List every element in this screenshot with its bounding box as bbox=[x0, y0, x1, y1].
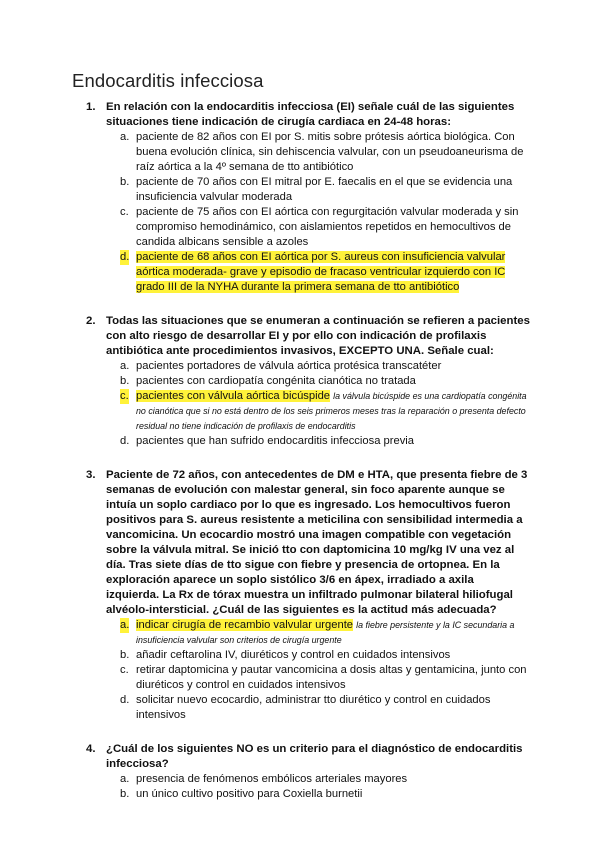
option-d bbox=[106, 693, 530, 723]
highlighted-answer: paciente de 68 años con EI aórtica por S. aureus con insuficiencia valvular aórtica moderada- grave y episodio de fracaso ventricular izquierdo con IC grado III de la NYHA durante la primera semana de tto antibiótico bbox=[136, 251, 506, 293]
option-b bbox=[106, 648, 530, 663]
option-label: d. bbox=[120, 435, 130, 447]
option-label: c. bbox=[120, 206, 129, 218]
option-a bbox=[106, 772, 530, 787]
option-a bbox=[106, 359, 530, 374]
question-number: 4. bbox=[86, 743, 96, 755]
option-label: b. bbox=[120, 375, 130, 387]
option-a bbox=[106, 130, 530, 175]
option-b bbox=[106, 175, 530, 205]
highlighted-answer: pacientes con válvula aórtica bicúspide bbox=[136, 390, 331, 402]
option-list bbox=[106, 130, 530, 295]
option-text: pacientes que han sufrido endocarditis infecciosa previa bbox=[136, 435, 414, 447]
option-c-correct bbox=[106, 389, 530, 434]
question-2 bbox=[72, 314, 530, 449]
option-text: pacientes portadores de válvula aórtica protésica transcatéter bbox=[136, 360, 442, 372]
question-3 bbox=[72, 468, 530, 723]
option-label: a. bbox=[120, 773, 130, 785]
option-label: b. bbox=[120, 176, 130, 188]
option-label: c. bbox=[120, 390, 129, 402]
option-text: un único cultivo positivo para Coxiella burnetii bbox=[136, 788, 363, 800]
question-text: Todas las situaciones que se enumeran a continuación se refieren a pacientes con alto riesgo de desarrollar EI y por ello con indicación de profilaxis antibiótica ante procedimientos invasivos, EXCEPTO UNA. Señale cual: bbox=[106, 315, 530, 357]
document-title: Endocarditis infecciosa bbox=[72, 70, 264, 91]
option-text: paciente de 82 años con EI por S. mitis sobre prótesis aórtica biológica. Con buena evolución clínica, sin dehiscencia valvular, con un pseudoaneurisma de raíz aórtica a la 4º semana de tto antibiótico bbox=[136, 131, 524, 173]
question-text: En relación con la endocarditis infecciosa (EI) señale cuál de las siguientes situaciones tiene indicación de cirugía cardiaca en 24-48 horas: bbox=[106, 101, 515, 128]
option-label: a. bbox=[120, 131, 130, 143]
option-list bbox=[106, 772, 530, 802]
option-text: presencia de fenómenos embólicos arteriales mayores bbox=[136, 773, 408, 785]
option-label: a. bbox=[120, 619, 130, 631]
explanation-note: la fiebre persistente y la IC secundaria a insuficiencia valvular son criterios de cirugía urgente bbox=[136, 620, 515, 645]
option-list bbox=[106, 618, 530, 723]
option-text: añadir ceftarolina IV, diuréticos y control en cuidados intensivos bbox=[136, 649, 451, 661]
option-label: b. bbox=[120, 788, 130, 800]
option-text: paciente de 70 años con EI mitral por E. faecalis en el que se evidencia una insuficiencia valvular moderada bbox=[136, 176, 513, 203]
option-text: pacientes con cardiopatía congénita cianótica no tratada bbox=[136, 375, 416, 387]
option-c bbox=[106, 663, 530, 693]
option-d-correct bbox=[106, 250, 530, 295]
question-number: 2. bbox=[86, 315, 96, 327]
option-label: b. bbox=[120, 649, 130, 661]
option-label: c. bbox=[120, 664, 129, 676]
option-text: retirar daptomicina y pautar vancomicina a dosis altas y gentamicina, junto con diuréticos y control en cuidados intensivos bbox=[136, 664, 527, 691]
option-a-correct bbox=[106, 618, 530, 648]
question-text: Paciente de 72 años, con antecedentes de DM e HTA, que presenta fiebre de 3 semanas de evolución con malestar general, sin foco aparente aunque se intuía un soplo cardiaco por lo que es ingresado. Los hemocultivos fueron positivos para S. aureus resistente a meticilina con sensibilidad intermedia a vancomicina. Un ecocardio mostró una imagen compatible con vegetación sobre la válvula mitral. Se inició tto con daptomicina 10 mg/kg IV una vez al día. Tras siete días de tto sigue con fiebre y presencia de ortopnea. En la exploración aparece un soplo sistólico 3/6 en ápex, irradiado a axila izquierda. La Rx de tórax muestra un infiltrado pulmonar bilateral hiliofugal alvéolo-intersticial. ¿Cuál de las siguientes es la actitud más adecuada? bbox=[106, 469, 528, 616]
highlighted-answer: indicar cirugía de recambio valvular urgente bbox=[136, 619, 354, 631]
question-list bbox=[72, 100, 530, 802]
option-label: d. bbox=[120, 251, 130, 263]
question-1 bbox=[72, 100, 530, 295]
option-label: a. bbox=[120, 360, 130, 372]
question-text: ¿Cuál de los siguientes NO es un criterio para el diagnóstico de endocarditis infecciosa? bbox=[106, 743, 523, 770]
question-number: 1. bbox=[86, 101, 96, 113]
question-number: 3. bbox=[86, 469, 96, 481]
option-d bbox=[106, 434, 530, 449]
option-text: solicitar nuevo ecocardio, administrar tto diurético y control en cuidados intensivos bbox=[136, 694, 491, 721]
explanation-note: la válvula bicúspide es una cardiopatía congénita no cianótica que si no está dentro de los seis primeros meses tras la reparación o presenta defecto residual no tiene indicación de profilaxis de endocarditis bbox=[136, 391, 527, 431]
option-c bbox=[106, 205, 530, 250]
option-list bbox=[106, 359, 530, 449]
option-text: paciente de 75 años con EI aórtica con regurgitación valvular moderada y sin compromiso hemodinámico, con aislamientos repetidos en hemocultivos de candida albicans sensible a azoles bbox=[136, 206, 519, 248]
option-b bbox=[106, 787, 530, 802]
option-b bbox=[106, 374, 530, 389]
option-label: d. bbox=[120, 694, 130, 706]
question-4 bbox=[72, 742, 530, 802]
